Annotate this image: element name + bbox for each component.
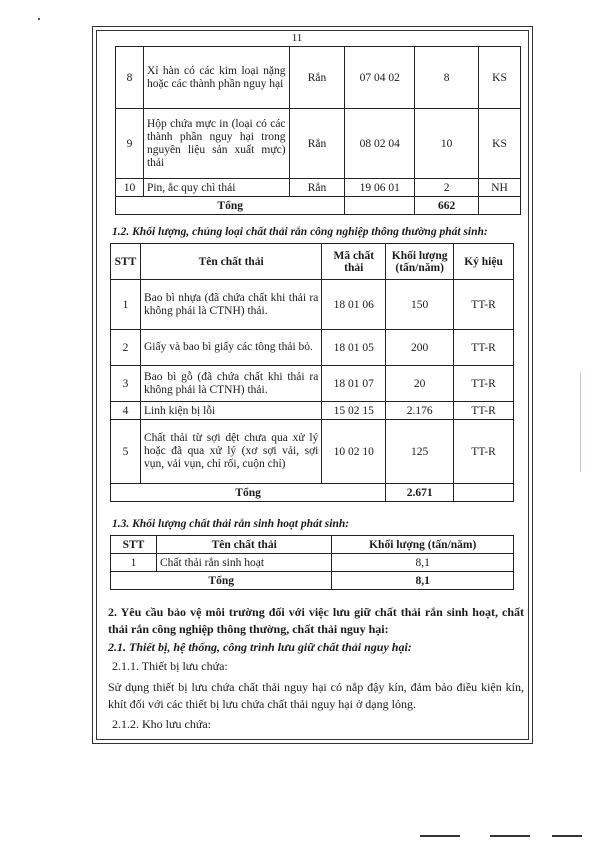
quantity-cell: 2 [415,179,479,197]
empty-cell [454,484,514,502]
total-value: 8,1 [332,572,514,590]
stt-cell: 4 [111,402,141,420]
total-row [111,572,514,590]
sign-cell: TT-R [454,420,514,484]
sign-cell: TT-R [454,330,514,366]
code-cell: 19 06 01 [345,179,415,197]
hazardous-waste-table [115,46,521,215]
waste-name-cell: Bao bì nhựa (đã chứa chất khi thải ra không phải là CTNH) thải. [140,280,321,330]
page-number: 11 [291,32,303,44]
code-cell: 10 02 10 [322,420,386,484]
section-2-heading: 2. Yêu cầu bảo vệ môi trường đối với việc lưu giữ chất thải rắn sinh hoạt, chất thải rắn công nghiệp thông thường, chất thải nguy hại: [108,605,524,636]
table-row [111,366,514,402]
col-header-qty: Khối lượng (tấn/năm) [332,536,514,554]
stt-cell: 5 [111,420,141,484]
code-cell: 15 02 15 [322,402,386,420]
sign-cell: NH [479,179,521,197]
quantity-cell: 10 [415,109,479,179]
item-2-1-1: 2.1.1. Thiết bị lưu chứa: [112,659,228,673]
code-cell: 18 01 06 [322,280,386,330]
waste-name-cell: Bao bì gỗ (đã chứa chất khi thải ra không phải là CTNH) thải. [140,366,321,402]
waste-name-cell: Hộp chứa mực in (loại có các thành phần nguy hại trong nguyên liệu sản xuất mực) thải [143,109,289,179]
sign-cell: TT-R [454,402,514,420]
total-value: 662 [415,197,479,215]
table-row [116,179,521,197]
col-header-stt: STT [111,244,141,280]
stt-cell: 9 [116,109,144,179]
sign-cell: KS [479,47,521,109]
col-header-qty: Khối lượng (tấn/năm) [386,244,454,280]
code-cell: 07 04 02 [345,47,415,109]
table-row [111,402,514,420]
total-label: Tổng [116,197,345,215]
col-header-sign: Ký hiệu [454,244,514,280]
scan-mark [580,372,581,472]
industrial-waste-table [110,243,514,502]
empty-cell [345,197,415,215]
stt-cell: 2 [111,330,141,366]
state-cell: Rắn [289,179,345,197]
waste-name-cell: Pin, ắc quy chì thải [143,179,289,197]
scan-mark [420,835,460,837]
quantity-cell: 20 [386,366,454,402]
col-header-stt: STT [111,536,157,554]
sign-cell: TT-R [454,366,514,402]
stt-cell: 8 [116,47,144,109]
table-row [111,420,514,484]
quantity-cell: 2.176 [386,402,454,420]
scan-mark [552,835,582,837]
total-value: 2.671 [386,484,454,502]
section-1-3-title: 1.3. Khối lượng chất thải rắn sinh hoạt phát sinh: [112,518,350,530]
table-header-row [111,536,514,554]
quantity-cell: 8,1 [332,554,514,572]
code-cell: 08 02 04 [345,109,415,179]
stt-cell: 10 [116,179,144,197]
waste-name-cell: Chất thải từ sợi dệt chưa qua xử lý hoặc đã qua xử lý (xơ sợi vải, sợi vụn, vải vụn, chỉ rối, cuộn chỉ) [140,420,321,484]
code-cell: 18 01 07 [322,366,386,402]
table-header-row [111,244,514,280]
table-row [116,47,521,109]
table-row [116,109,521,179]
table-row [111,280,514,330]
quantity-cell: 125 [386,420,454,484]
quantity-cell: 150 [386,280,454,330]
paragraph-2-1-1: Sử dụng thiết bị lưu chứa chất thải nguy hại có nắp đậy kín, đảm bảo điều kiện kín, khít đối với các thiết bị lưu chứa chất thải nguy hại ở dạng lỏng. [108,680,524,711]
waste-name-cell: Giấy và bao bì giấy các tông thải bỏ. [140,330,321,366]
total-label: Tổng [111,572,332,590]
domestic-waste-table [110,535,514,590]
state-cell: Rắn [289,47,345,109]
waste-name-cell: Linh kiện bị lỗi [140,402,321,420]
col-header-name: Tên chất thải [140,244,321,280]
waste-name-cell: Chất thải rắn sinh hoạt [156,554,331,572]
waste-name-cell: Xỉ hàn có các kim loại nặng hoặc các thành phần nguy hại [143,47,289,109]
quantity-cell: 200 [386,330,454,366]
total-row [111,484,514,502]
item-2-1-2: 2.1.2. Kho lưu chứa: [112,717,211,731]
col-header-code: Mã chất thải [322,244,386,280]
scan-mark [38,18,40,20]
sign-cell: KS [479,109,521,179]
table-row [111,554,514,572]
stt-cell: 3 [111,366,141,402]
total-row [116,197,521,215]
stt-cell: 1 [111,280,141,330]
col-header-name: Tên chất thải [156,536,331,554]
sign-cell: TT-R [454,280,514,330]
quantity-cell: 8 [415,47,479,109]
empty-cell [479,197,521,215]
code-cell: 18 01 05 [322,330,386,366]
section-2-1-title: 2.1. Thiết bị, hệ thống, công trình lưu giữ chất thải nguy hại: [108,640,412,654]
section-1-2-title: 1.2. Khối lượng, chủng loại chất thải rắn công nghiệp thông thường phát sinh: [112,226,488,238]
total-label: Tổng [111,484,386,502]
stt-cell: 1 [111,554,157,572]
table-row [111,330,514,366]
state-cell: Rắn [289,109,345,179]
scan-mark [490,835,530,837]
